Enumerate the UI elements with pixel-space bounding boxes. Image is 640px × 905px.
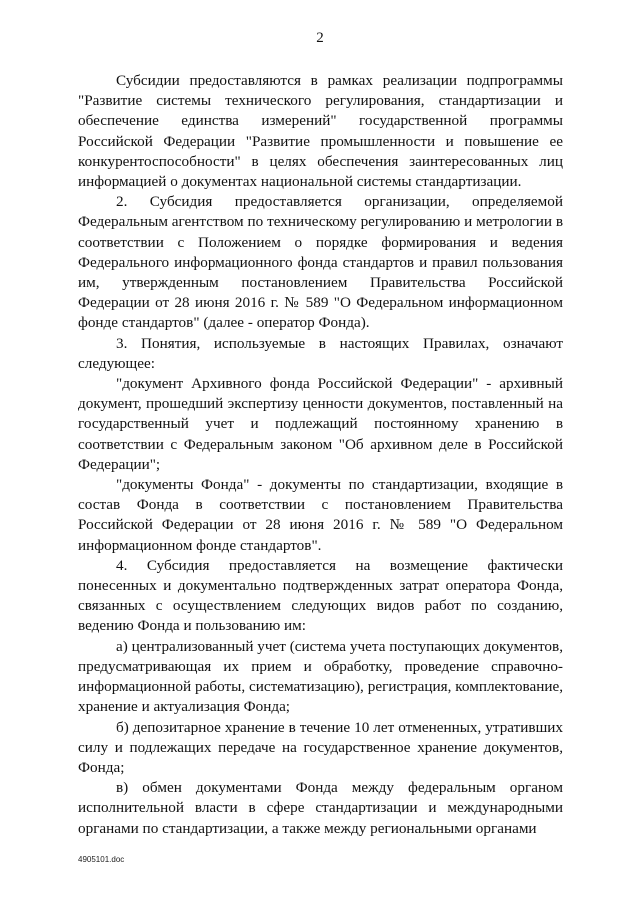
- list-item-v: в) обмен документами Фонда между федеральным органом исполнительной власти в сфере стандартизации и международными органами по стандартизации, а также между региональными органами: [78, 779, 563, 837]
- document-file-code: 4905101.doc: [78, 855, 125, 864]
- list-item-a: а) централизованный учет (система учета поступающих документов, предусматривающая их прием и обработку, проведение справочно-информационной работы, систематизацию), регистрация, комплектование, хранение и актуализация Фонда;: [78, 637, 563, 716]
- definition-archive-document: "документ Архивного фонда Российской Федерации" - архивный документ, прошедший экспертизу ценности документов, поставленный на государственный учет и подлежащий постоянному хранению в соответствии с Федеральным законом "Об архивном деле в Российской Федерации";: [78, 375, 563, 473]
- definition-fund-documents: "документы Фонда" - документы по стандартизации, входящие в состав Фонда в соответствии с постановлением Правительства Российской Федерации от 28 июня 2016 г. № 589 "О Федеральном информационном фонде стандартов".: [78, 476, 563, 554]
- list-item-b: б) депозитарное хранение в течение 10 лет отмененных, утративших силу и подлежащих передаче на государственное хранение документов, Фонда;: [78, 718, 563, 776]
- paragraph-2-subsidy-recipient: 2. Субсидия предоставляется организации, определяемой Федеральным агентством по техническому регулированию и метрологии в соответствии с Положением о порядке формирования и ведения Федерального информационного фонда стандартов и правил пользования им, утвержденным постановлением Правительства Российской Федерации от 28 июня 2016 г. № 589 "О Федеральном информационном фонде стандартов" (далее - оператор Фонда).: [78, 193, 563, 332]
- document-body: [78, 71, 563, 839]
- paragraph-subsidy-program: Субсидии предоставляются в рамках реализации подпрограммы "Развитие системы технического регулирования, стандартизации и обеспечение единства измерений" государственной программы Российской Федерации "Развитие промышленности и повышение ее конкурентоспособности" в целях обеспечения заинтересованных лиц информацией о документах национальной системы стандартизации.: [78, 72, 563, 191]
- paragraph-4-cost-reimbursement: 4. Субсидия предоставляется на возмещение фактически понесенных и документально подтвержденных затрат оператора Фонда, связанных с осуществлением следующих видов работ по созданию, ведению Фонда и пользованию им:: [78, 556, 563, 635]
- page-number: 2: [316, 30, 324, 46]
- paragraph-3-definitions: 3. Понятия, используемые в настоящих Правилах, означают следующее:: [78, 334, 563, 372]
